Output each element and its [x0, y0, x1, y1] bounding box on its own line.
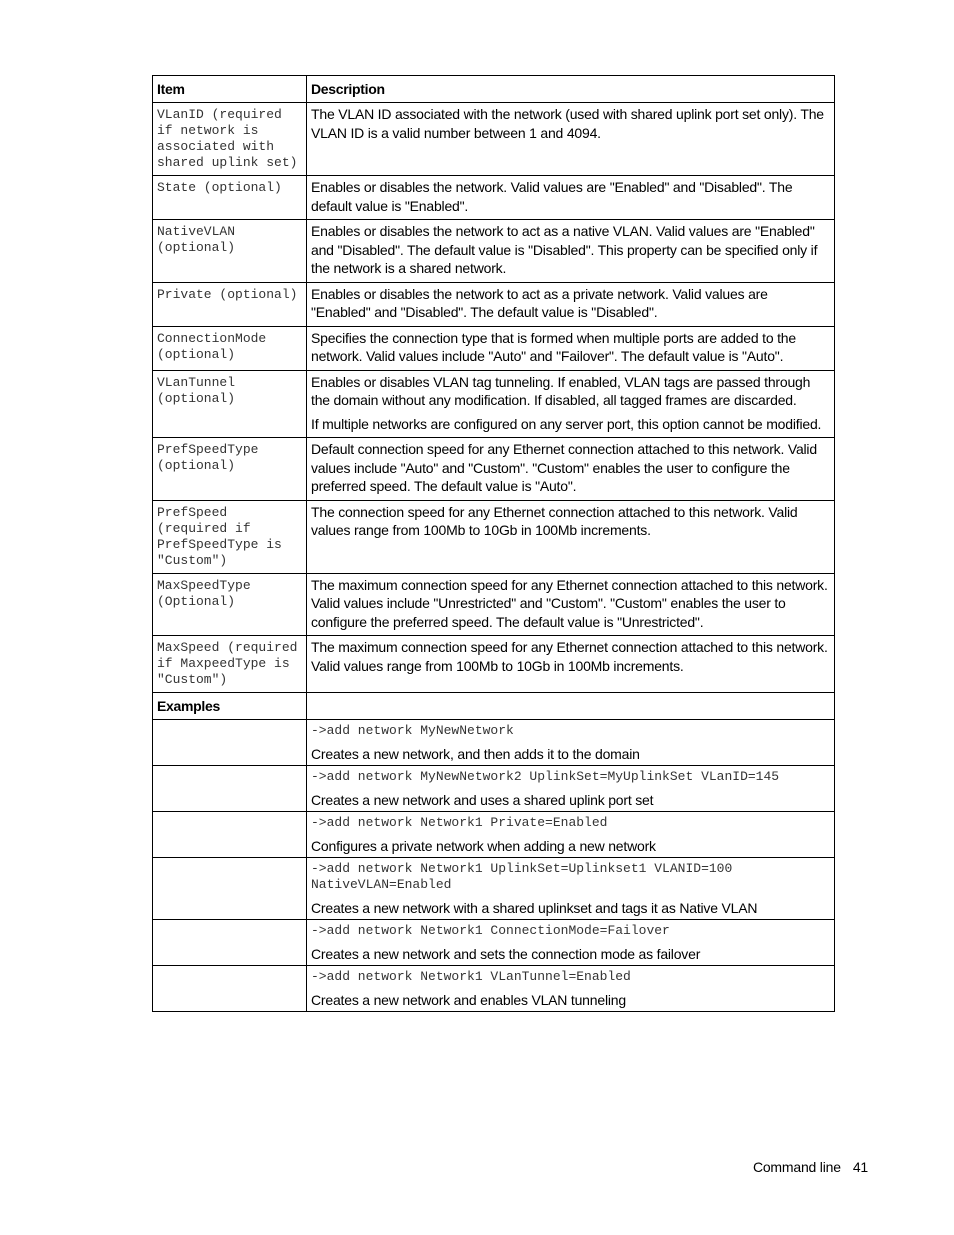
page-number: 41: [852, 1159, 868, 1175]
table-row: [153, 636, 835, 693]
example-row: [153, 766, 835, 812]
example-row: [153, 720, 835, 766]
row-description: [307, 176, 835, 220]
description-paragraph: The VLAN ID associated with the network (used with shared uplink port set only). The VLAN ID is a valid number between 1 and 4094.: [311, 106, 824, 141]
description-paragraph: Enables or disables the network. Valid values are "Enabled" and "Disabled". The default value is "Enabled".: [311, 179, 793, 214]
row-description: [307, 438, 835, 501]
example-description: Creates a new network with a shared uplinkset and tags it as Native VLAN: [311, 900, 758, 916]
example-cell: [307, 858, 835, 920]
description-paragraph: Specifies the connection type that is formed when multiple ports are added to the network. Valid values include "Auto" and "Failover". The default value is "Auto".: [311, 329, 796, 364]
header-item: Item: [153, 76, 307, 103]
table-row: [153, 176, 835, 220]
row-item: VLanTunnel (optional): [153, 370, 307, 438]
example-cell: [307, 766, 835, 812]
row-description: [307, 370, 835, 438]
table-row: [153, 500, 835, 573]
table-row: [153, 282, 835, 326]
row-description: [307, 500, 835, 573]
examples-label: Examples: [153, 693, 307, 720]
table-row: [153, 103, 835, 176]
description-paragraph: Default connection speed for any Ethernet connection attached to this network. Valid values include "Auto" and "Custom". "Custom" enables the user to configure the preferred speed. The default value is "Auto".: [311, 441, 817, 494]
example-description: Creates a new network and enables VLAN tunneling: [311, 992, 626, 1008]
example-cell: [307, 920, 835, 966]
row-item: ConnectionMode (optional): [153, 326, 307, 370]
row-description: [307, 282, 835, 326]
example-empty-cell: [153, 766, 307, 812]
examples-header-row: [153, 693, 835, 720]
example-cell: [307, 720, 835, 766]
footer-section-title: Command line: [752, 1159, 841, 1175]
row-item: VLanID (required if network is associated with shared uplink set): [153, 103, 307, 176]
row-item: MaxSpeedType (Optional): [153, 573, 307, 636]
description-paragraph: The maximum connection speed for any Ethernet connection attached to this network. Valid values include "Unrestricted" and "Custom". "Custom" enables the user to configure the preferred speed. The default value is "Unrestricted".: [311, 576, 828, 630]
network-properties-table: [152, 75, 835, 1012]
description-paragraph: Enables or disables VLAN tag tunneling. If enabled, VLAN tags are passed through the domain without any modification. If disabled, all tagged frames are discarded.: [311, 373, 811, 408]
example-command: ->add network Network1 UplinkSet=Uplinkset1 VLANID=100 NativeVLAN=Enabled: [311, 861, 733, 892]
example-description: Creates a new network and sets the connection mode as failover: [311, 946, 701, 962]
row-description: [307, 103, 835, 176]
example-empty-cell: [153, 812, 307, 858]
table-row: [153, 326, 835, 370]
row-item: MaxSpeed (required if MaxpeedType is "Custom"): [153, 636, 307, 693]
example-row: [153, 858, 835, 920]
example-description: Configures a private network when adding a new network: [311, 838, 656, 854]
example-command: ->add network Network1 Private=Enabled: [311, 815, 608, 830]
example-description: Creates a new network and uses a shared uplink port set: [311, 792, 654, 808]
example-command: ->add network Network1 VLanTunnel=Enabled: [311, 969, 631, 984]
row-description: [307, 573, 835, 636]
example-empty-cell: [153, 858, 307, 920]
description-paragraph: If multiple networks are configured on any server port, this option cannot be modified.: [311, 415, 822, 432]
row-description: [307, 636, 835, 693]
example-command: ->add network MyNewNetwork: [311, 723, 514, 738]
row-item: NativeVLAN (optional): [153, 220, 307, 283]
header-description: Description: [307, 76, 835, 103]
example-command: ->add network Network1 ConnectionMode=Failover: [311, 923, 670, 938]
example-empty-cell: [153, 720, 307, 766]
example-description: Creates a new network, and then adds it to the domain: [311, 746, 640, 762]
table-header-row: [153, 76, 835, 103]
example-cell: [307, 812, 835, 858]
example-row: [153, 966, 835, 1012]
row-item: State (optional): [153, 176, 307, 220]
description-paragraph: Enables or disables the network to act as a private network. Valid values are "Enabled" and "Disabled". The default value is "Disabled".: [311, 285, 768, 320]
example-empty-cell: [153, 966, 307, 1012]
description-paragraph: Enables or disables the network to act as a native VLAN. Valid values are "Enabled" and "Disabled". The default value is "Disabled". This property can be specified only if the network is a shared network.: [311, 223, 818, 276]
description-paragraph: The connection speed for any Ethernet connection attached to this network. Valid values range from 100Mb to 10Gb in 100Mb increments.: [311, 503, 798, 538]
page-footer: [753, 1159, 868, 1175]
row-description: [307, 326, 835, 370]
description-paragraph: The maximum connection speed for any Ethernet connection attached to this network. Valid values range from 100Mb to 10Gb in 100Mb increments.: [311, 639, 828, 674]
example-empty-cell: [153, 920, 307, 966]
row-description: [307, 220, 835, 283]
examples-header-empty: [307, 693, 835, 720]
table-row: [153, 438, 835, 501]
example-row: [153, 920, 835, 966]
example-command: ->add network MyNewNetwork2 UplinkSet=MyUplinkSet VLanID=145: [311, 769, 780, 784]
table-row: [153, 370, 835, 438]
example-row: [153, 812, 835, 858]
row-item: Private (optional): [153, 282, 307, 326]
table-row: [153, 220, 835, 283]
row-item: PrefSpeed (required if PrefSpeedType is "Custom"): [153, 500, 307, 573]
row-item: PrefSpeedType (optional): [153, 438, 307, 501]
example-cell: [307, 966, 835, 1012]
table-row: [153, 573, 835, 636]
